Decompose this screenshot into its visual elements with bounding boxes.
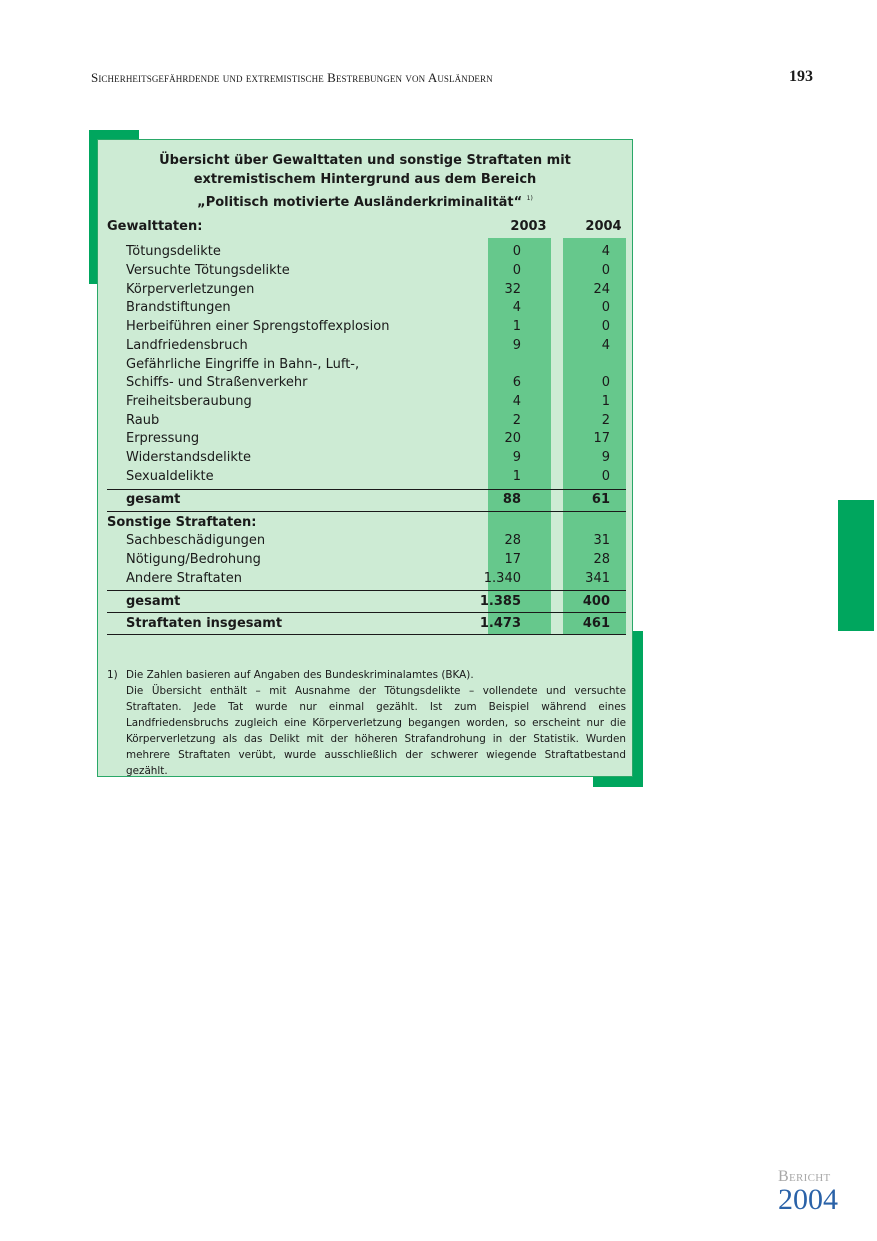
table-row: Tötungsdelikte 0 4 — [126, 244, 610, 259]
table-row: Andere Straftaten 1.340 341 — [126, 571, 610, 586]
footnote — [107, 667, 626, 779]
divider — [107, 511, 626, 512]
table-row: Nötigung/Bedrohung 17 28 — [126, 552, 610, 567]
grand-total-row: Straftaten insgesamt 1.473 461 — [126, 616, 610, 631]
running-head — [91, 68, 813, 88]
subtotal-row-sonstige: gesamt 1.385 400 — [126, 594, 610, 609]
chapter-title: Sicherheitsgefährdende und extremistische Bestrebungen von Ausländern — [91, 70, 493, 85]
footnote-marker: 1) — [526, 195, 533, 202]
column-header-2004: 2004 — [585, 219, 622, 234]
brand-year: 2004 — [778, 1183, 838, 1216]
table-row: Körperverletzungen 32 24 — [126, 282, 610, 297]
footnote-source: Die Zahlen basieren auf Angaben des Bundeskriminalamtes (BKA). — [126, 669, 474, 681]
table-row: Raub 2 2 — [126, 413, 610, 428]
statistics-table-box — [97, 139, 633, 777]
section-heading-row — [107, 513, 626, 532]
table-row: Brandstiftungen 4 0 — [126, 300, 610, 315]
table-row: Erpressung 20 17 — [126, 431, 610, 446]
table-row: Herbeiführen einer Sprengstoffexplosion 1 0 — [126, 319, 610, 334]
table-row: Widerstandsdelikte 9 9 — [126, 450, 610, 465]
subtotal-row-gewalttaten: gesamt 88 61 — [126, 492, 610, 507]
chapter-side-tab — [838, 500, 874, 631]
table-title-line: Übersicht über Gewalttaten und sonstige Straftaten mit — [159, 153, 571, 168]
table-title-line: extremistischem Hintergrund aus dem Bereich — [193, 172, 537, 187]
table-row: Freiheitsberaubung 4 1 — [126, 394, 610, 409]
divider — [107, 634, 626, 635]
table-row: Landfriedensbruch 9 4 — [126, 338, 610, 353]
table-title-line: „Politisch motivierte Ausländerkriminalität“ $^{1)}$ — [197, 195, 533, 210]
footnote-number: 1) — [107, 669, 118, 681]
table-row: Sexualdelikte 1 0 — [126, 469, 610, 484]
table-header-row — [107, 217, 626, 236]
divider — [107, 590, 626, 591]
footnote-explanation: Die Übersicht enthält – mit Ausnahme der Tötungsdelikte – vollendete und versuchte Straftaten. Jede Tat wurde nur einmal gezählt. Ist zum Beispiel während eines Landfriedensbruchs zugleich eine Körperverletzung begangen worden, so erscheint nur die Körperverletzung als das Delikt mit der höheren Strafandrohung in der Statistik. Wurden mehrere Straftaten verübt, wurde ausschließlich der schwerer wiegende Straftatbestand gezählt. — [126, 685, 626, 777]
page-number: 193 — [789, 68, 813, 85]
section-heading-sonstige: Sonstige Straftaten: — [107, 515, 257, 530]
table-row: Schiffs- und Straßenverkehr 6 0 — [126, 375, 610, 390]
table-row: Sachbeschädigungen 28 31 — [126, 533, 610, 548]
report-brand — [778, 1168, 848, 1214]
divider — [107, 612, 626, 613]
section-heading-gewalttaten: Gewalttaten: — [107, 219, 203, 234]
brand-word: Bericht — [778, 1168, 831, 1185]
column-header-2003: 2003 — [510, 219, 547, 234]
table-title — [98, 151, 632, 212]
table-row: Gefährliche Eingriffe in Bahn-, Luft-, — [126, 357, 360, 372]
table-row: Versuchte Tötungsdelikte 0 0 — [126, 263, 610, 278]
